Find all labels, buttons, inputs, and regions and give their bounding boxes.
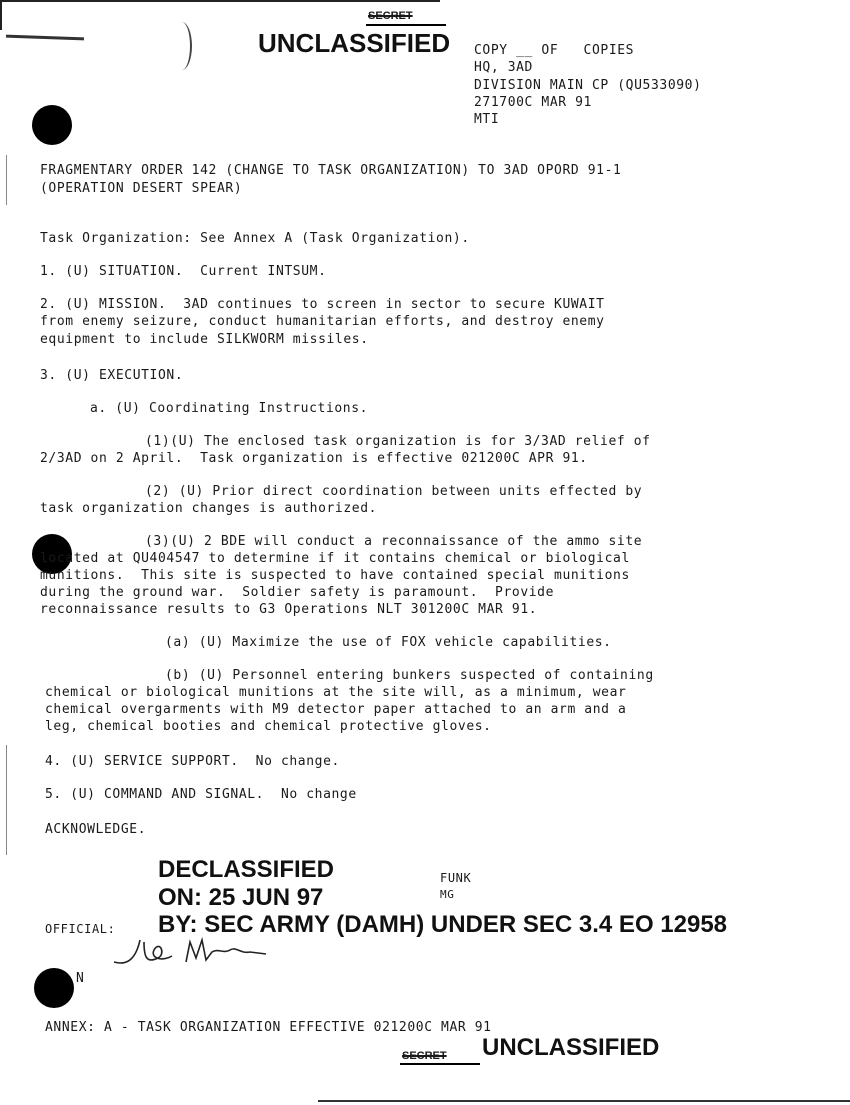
- annex-line: ANNEX: A - TASK ORGANIZATION EFFECTIVE 021200C MAR 91: [45, 1020, 492, 1035]
- acknowledge-line: ACKNOWLEDGE.: [45, 822, 147, 837]
- scan-margin-line: [6, 155, 7, 205]
- para-3-line-4: during the ground war. Soldier safety is paramount. Provide: [40, 585, 555, 600]
- para-3-line-1: (3)(U) 2 BDE will conduct a reconnaissance of the ammo site: [145, 534, 643, 549]
- classification-stamp-top: UNCLASSIFIED: [258, 28, 451, 58]
- struck-secret-marking: SECRET: [368, 10, 413, 22]
- punch-hole-top: [32, 105, 72, 145]
- mission-line-2: from enemy seizure, conduct humanitarian efforts, and destroy enemy: [40, 314, 605, 329]
- scan-edge-top: [0, 0, 440, 2]
- scan-mark-paren: [172, 22, 192, 70]
- bottom-scan-line: [318, 1100, 850, 1102]
- service-support-para: 4. (U) SERVICE SUPPORT. No change.: [45, 754, 340, 769]
- para-1-line-1: (1)(U) The enclosed task organization is for 3/3AD relief of: [145, 434, 651, 449]
- coord-instructions: a. (U) Coordinating Instructions.: [90, 401, 369, 416]
- order-title-line-1: FRAGMENTARY ORDER 142 (CHANGE TO TASK ORGANIZATION) TO 3AD OPORD 91-1: [40, 163, 622, 178]
- order-title-line-2: (OPERATION DESERT SPEAR): [40, 181, 243, 196]
- declass-stamp-line-2: ON: 25 JUN 97: [158, 884, 324, 911]
- dtg-line: 271700C MAR 91: [474, 95, 592, 110]
- punch-hole-bottom: [34, 968, 74, 1008]
- task-org-line: Task Organization: See Annex A (Task Organization).: [40, 231, 470, 246]
- command-signal-para: 5. (U) COMMAND AND SIGNAL. No change: [45, 787, 357, 802]
- commander-rank: MG: [440, 888, 455, 901]
- scan-margin-line: [6, 745, 7, 855]
- declass-stamp-line-1: DECLASSIFIED: [158, 856, 335, 883]
- execution-para: 3. (U) EXECUTION.: [40, 368, 184, 383]
- para-b-line-4: leg, chemical booties and chemical protective gloves.: [45, 719, 492, 734]
- mission-line-3: equipment to include SILKWORM missiles.: [40, 332, 369, 347]
- para-2-line-1: (2) (U) Prior direct coordination between units effected by: [145, 484, 643, 499]
- mission-line-1: 2. (U) MISSION. 3AD continues to screen in sector to secure KUWAIT: [40, 297, 605, 312]
- secret-underline-bottom: [400, 1063, 480, 1065]
- secret-underline: [366, 24, 446, 26]
- para-1-line-2: 2/3AD on 2 April. Task organization is effective 021200C APR 91.: [40, 451, 588, 466]
- para-3-line-2: located at QU404547 to determine if it contains chemical or biological: [40, 551, 630, 566]
- scan-edge-left: [0, 0, 2, 30]
- location-line: DIVISION MAIN CP (QU533090): [474, 78, 702, 93]
- ref-line: MTI: [474, 112, 500, 127]
- classification-stamp-bottom: UNCLASSIFIED: [482, 1034, 660, 1061]
- scan-mark-topleft: [6, 35, 84, 41]
- situation-para: 1. (U) SITUATION. Current INTSUM.: [40, 264, 327, 279]
- struck-secret-marking-bottom: SECRET: [402, 1050, 447, 1062]
- hq-line: HQ, 3AD: [474, 60, 533, 75]
- para-b-line-2: chemical or biological munitions at the site will, as a minimum, wear: [45, 685, 627, 700]
- para-2-line-2: task organization changes is authorized.: [40, 501, 378, 516]
- para-b-line-3: chemical overgarments with M9 detector paper attached to an arm and a: [45, 702, 627, 717]
- commander-name: FUNK: [440, 871, 472, 885]
- para-3-line-3: munitions. This site is suspected to have contained special munitions: [40, 568, 630, 583]
- para-3-line-5: reconnaissance results to G3 Operations NLT 301200C MAR 91.: [40, 602, 538, 617]
- signer-initial: N: [76, 971, 85, 986]
- para-b-line-1: (b) (U) Personnel entering bunkers suspected of containing: [165, 668, 654, 683]
- handwritten-signature: [100, 928, 280, 978]
- para-a: (a) (U) Maximize the use of FOX vehicle capabilities.: [165, 635, 612, 650]
- official-label: OFFICIAL:: [45, 922, 116, 936]
- copy-line: COPY __ OF COPIES: [474, 43, 635, 58]
- declass-stamp-line-3: BY: SEC ARMY (DAMH) UNDER SEC 3.4 EO 12958: [158, 911, 728, 938]
